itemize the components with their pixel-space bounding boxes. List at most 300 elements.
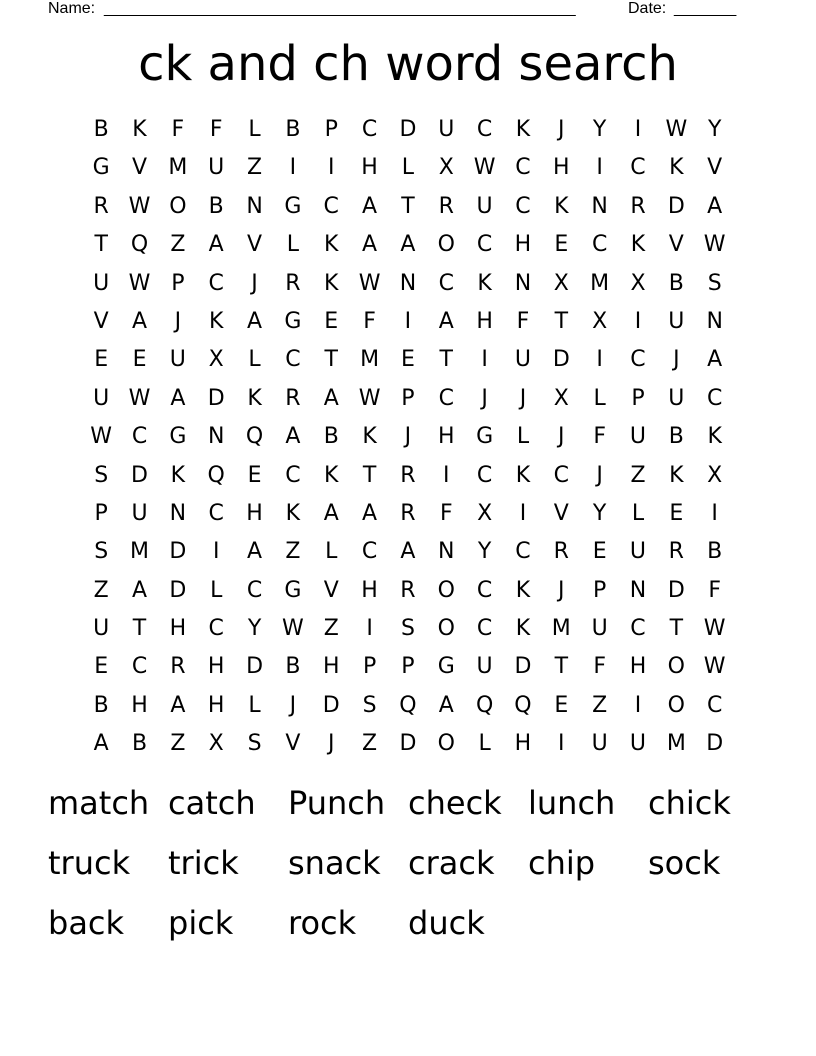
grid-letter[interactable]: T bbox=[554, 308, 569, 334]
grid-letter[interactable]: G bbox=[476, 424, 494, 450]
grid-letter[interactable]: K bbox=[515, 616, 531, 642]
grid-letter[interactable]: H bbox=[514, 232, 532, 258]
grid-letter[interactable]: K bbox=[477, 270, 492, 296]
grid-letter[interactable]: B bbox=[668, 270, 684, 296]
grid-letter[interactable]: A bbox=[362, 193, 378, 219]
grid-letter[interactable]: E bbox=[400, 347, 415, 373]
grid-letter[interactable]: R bbox=[438, 193, 454, 219]
grid-letter[interactable]: A bbox=[400, 539, 416, 565]
grid-letter[interactable]: U bbox=[476, 654, 493, 680]
grid-letter[interactable]: C bbox=[246, 577, 263, 603]
grid-letter[interactable]: J bbox=[519, 385, 527, 411]
grid-letter[interactable]: X bbox=[438, 155, 454, 181]
grid-letter[interactable]: Z bbox=[93, 577, 109, 603]
grid-letter[interactable]: P bbox=[94, 500, 108, 526]
grid-letter[interactable]: Y bbox=[477, 539, 492, 565]
grid-letter[interactable]: J bbox=[174, 308, 182, 334]
grid-letter[interactable]: I bbox=[596, 347, 603, 373]
grid-letter[interactable]: F bbox=[209, 117, 223, 142]
grid-letter[interactable]: C bbox=[515, 539, 531, 565]
grid-letter[interactable]: J bbox=[596, 462, 603, 488]
grid-letter[interactable]: G bbox=[284, 308, 302, 334]
grid-letter[interactable]: C bbox=[438, 270, 454, 296]
word-list-item: check bbox=[408, 784, 502, 822]
grid-letter[interactable]: S bbox=[400, 616, 415, 642]
grid-letter[interactable]: C bbox=[630, 616, 646, 642]
word-list-item: lunch bbox=[528, 784, 616, 822]
grid-letter[interactable]: I bbox=[634, 308, 642, 334]
grid-letter[interactable]: U bbox=[93, 616, 110, 642]
grid-letter[interactable]: L bbox=[478, 731, 491, 757]
grid-row bbox=[82, 610, 734, 648]
grid-letter[interactable]: C bbox=[208, 270, 224, 296]
grid-letter[interactable]: C bbox=[630, 155, 646, 181]
grid-letter[interactable]: U bbox=[668, 308, 685, 334]
grid-letter[interactable]: W bbox=[703, 616, 726, 642]
grid-letter[interactable]: N bbox=[207, 424, 225, 450]
grid-letter[interactable]: Z bbox=[247, 155, 263, 181]
grid-letter[interactable]: P bbox=[401, 654, 415, 680]
grid-letter[interactable]: O bbox=[437, 577, 455, 603]
grid-letter[interactable]: F bbox=[593, 424, 606, 450]
grid-letter[interactable]: J bbox=[558, 117, 565, 142]
grid-letter[interactable]: H bbox=[361, 577, 378, 603]
grid-letter[interactable]: A bbox=[707, 347, 723, 373]
grid-letter[interactable]: D bbox=[552, 347, 570, 373]
grid-letter[interactable]: P bbox=[171, 270, 185, 296]
grid-letter[interactable]: V bbox=[93, 308, 109, 334]
grid-letter[interactable]: Y bbox=[592, 117, 607, 142]
grid-letter[interactable]: F bbox=[171, 117, 185, 142]
grid-letter[interactable]: E bbox=[669, 500, 684, 526]
grid-letter[interactable]: O bbox=[437, 616, 455, 642]
grid-letter[interactable]: E bbox=[94, 347, 109, 373]
grid-letter[interactable]: B bbox=[323, 424, 339, 450]
grid-letter[interactable]: D bbox=[246, 654, 264, 680]
grid-row bbox=[82, 495, 734, 533]
grid-letter[interactable]: P bbox=[631, 385, 645, 411]
grid-letter[interactable]: E bbox=[94, 654, 109, 680]
grid-letter[interactable]: M bbox=[666, 731, 686, 757]
grid-letter[interactable]: I bbox=[711, 500, 718, 526]
grid-letter[interactable]: W bbox=[665, 117, 688, 142]
grid-letter[interactable]: J bbox=[558, 577, 565, 603]
grid-letter[interactable]: N bbox=[399, 270, 417, 296]
grid-letter[interactable]: T bbox=[94, 232, 108, 258]
grid-letter[interactable]: N bbox=[514, 270, 532, 296]
grid-letter[interactable]: A bbox=[323, 500, 339, 526]
grid-letter[interactable]: R bbox=[553, 539, 569, 565]
grid-letter[interactable]: K bbox=[707, 424, 722, 450]
grid-letter[interactable]: C bbox=[476, 462, 493, 488]
grid-letter[interactable]: T bbox=[401, 193, 415, 219]
grid-letter[interactable]: H bbox=[437, 424, 455, 450]
grid-letter[interactable]: S bbox=[362, 692, 377, 718]
grid-letter[interactable]: E bbox=[247, 462, 262, 488]
grid-letter[interactable]: Y bbox=[592, 500, 607, 526]
grid-letter[interactable]: R bbox=[668, 539, 684, 565]
grid-letter[interactable]: S bbox=[94, 462, 109, 488]
grid-letter[interactable]: Z bbox=[630, 462, 646, 488]
grid-letter[interactable]: X bbox=[208, 731, 224, 757]
grid-letter[interactable]: T bbox=[132, 616, 147, 642]
grid-letter[interactable]: K bbox=[630, 232, 646, 258]
grid-letter[interactable]: J bbox=[673, 347, 680, 373]
grid-letter[interactable]: A bbox=[208, 232, 224, 258]
grid-letter[interactable]: D bbox=[169, 577, 187, 603]
grid-letter[interactable]: N bbox=[246, 193, 263, 219]
grid-letter[interactable]: K bbox=[170, 462, 186, 488]
grid-letter[interactable]: V bbox=[323, 577, 339, 603]
grid-letter[interactable]: Z bbox=[323, 616, 339, 642]
grid-letter[interactable]: C bbox=[476, 577, 493, 603]
grid-letter[interactable]: Q bbox=[130, 232, 149, 258]
grid-letter[interactable]: A bbox=[285, 424, 301, 450]
name-field-line[interactable]: _____________________________________________________ bbox=[104, 0, 576, 17]
grid-letter[interactable]: X bbox=[553, 385, 569, 411]
grid-letter[interactable]: B bbox=[285, 117, 301, 142]
grid-letter[interactable]: B bbox=[707, 539, 723, 565]
grid-letter[interactable]: A bbox=[131, 577, 148, 603]
grid-letter[interactable]: X bbox=[553, 270, 569, 296]
grid-letter[interactable]: S bbox=[94, 539, 109, 565]
grid-letter[interactable]: N bbox=[706, 308, 723, 334]
word-list bbox=[48, 782, 768, 962]
grid-letter[interactable]: C bbox=[476, 232, 493, 258]
grid-letter[interactable]: A bbox=[247, 539, 263, 565]
grid-letter[interactable]: M bbox=[590, 270, 610, 296]
grid-letter[interactable]: K bbox=[324, 270, 339, 296]
grid-letter[interactable]: D bbox=[131, 462, 148, 488]
grid-letter[interactable]: T bbox=[362, 462, 377, 488]
grid-letter[interactable]: C bbox=[515, 155, 531, 181]
grid-letter[interactable]: F bbox=[516, 308, 530, 334]
grid-letter[interactable]: L bbox=[325, 539, 338, 565]
grid-letter[interactable]: Q bbox=[475, 692, 494, 718]
grid-letter[interactable]: W bbox=[128, 270, 151, 296]
grid-letter[interactable]: K bbox=[669, 155, 684, 181]
grid-letter[interactable]: H bbox=[169, 616, 187, 642]
grid-letter[interactable]: I bbox=[596, 155, 603, 181]
grid-letter[interactable]: U bbox=[131, 500, 148, 526]
grid-letter[interactable]: B bbox=[208, 193, 224, 219]
grid-letter[interactable]: V bbox=[707, 155, 723, 181]
grid-letter[interactable]: D bbox=[399, 117, 417, 142]
grid-letter[interactable]: Y bbox=[247, 616, 262, 642]
grid-letter[interactable]: U bbox=[93, 270, 110, 296]
grid-letter[interactable]: G bbox=[437, 654, 455, 680]
grid-letter[interactable]: W bbox=[90, 424, 113, 450]
grid-letter[interactable]: R bbox=[93, 193, 109, 219]
grid-letter[interactable]: D bbox=[207, 385, 225, 411]
grid-letter[interactable]: N bbox=[169, 500, 187, 526]
grid-letter[interactable]: H bbox=[131, 692, 148, 718]
grid-letter[interactable]: I bbox=[404, 308, 412, 334]
grid-letter[interactable]: O bbox=[667, 692, 685, 718]
grid-letter[interactable]: M bbox=[168, 155, 188, 181]
grid-letter[interactable]: B bbox=[285, 654, 301, 680]
grid-letter[interactable]: H bbox=[246, 500, 263, 526]
grid-letter[interactable]: Q bbox=[207, 462, 225, 488]
grid-letter[interactable]: C bbox=[438, 385, 454, 411]
grid-letter[interactable]: C bbox=[361, 539, 378, 565]
grid-letter[interactable]: C bbox=[476, 117, 493, 142]
grid-letter[interactable]: N bbox=[629, 577, 647, 603]
grid-letter[interactable]: C bbox=[361, 117, 378, 142]
grid-letter[interactable]: C bbox=[706, 692, 723, 718]
grid-letter[interactable]: X bbox=[630, 270, 646, 296]
grid-letter[interactable]: E bbox=[554, 692, 569, 718]
grid-letter[interactable]: A bbox=[170, 692, 186, 718]
grid-letter[interactable]: L bbox=[516, 424, 530, 450]
grid-letter[interactable]: G bbox=[284, 193, 302, 219]
grid-letter[interactable]: C bbox=[208, 616, 224, 642]
grid-letter[interactable]: T bbox=[554, 654, 569, 680]
grid-letter[interactable]: U bbox=[514, 347, 531, 373]
grid-letter[interactable]: O bbox=[667, 654, 685, 680]
grid-letter[interactable]: X bbox=[592, 308, 608, 334]
grid-letter[interactable]: A bbox=[438, 692, 454, 718]
grid-letter[interactable]: U bbox=[668, 385, 685, 411]
grid-letter[interactable]: U bbox=[629, 731, 647, 757]
grid-letter[interactable]: H bbox=[361, 155, 378, 181]
grid-letter[interactable]: A bbox=[131, 308, 148, 334]
grid-letter[interactable]: R bbox=[400, 577, 416, 603]
grid-letter[interactable]: V bbox=[553, 500, 569, 526]
grid-letter[interactable]: W bbox=[128, 385, 151, 411]
grid-row bbox=[82, 303, 734, 341]
grid-letter[interactable]: H bbox=[629, 654, 647, 680]
grid-letter[interactable]: C bbox=[553, 462, 569, 488]
grid-letter[interactable]: C bbox=[630, 347, 646, 373]
grid-letter[interactable]: P bbox=[401, 385, 415, 411]
grid-letter[interactable]: E bbox=[324, 308, 339, 334]
grid-letter[interactable]: D bbox=[667, 577, 685, 603]
grid-letter[interactable]: T bbox=[439, 347, 453, 373]
grid-letter[interactable]: I bbox=[558, 731, 565, 757]
grid-letter[interactable]: B bbox=[93, 692, 109, 718]
grid-letter[interactable]: I bbox=[366, 616, 373, 642]
grid-letter[interactable]: G bbox=[169, 424, 187, 450]
grid-letter[interactable]: P bbox=[362, 654, 377, 680]
grid-letter[interactable]: I bbox=[519, 500, 527, 526]
grid-letter[interactable]: K bbox=[515, 117, 531, 142]
grid-letter[interactable]: E bbox=[592, 539, 607, 565]
grid-letter[interactable]: E bbox=[132, 347, 147, 373]
grid-letter[interactable]: K bbox=[362, 424, 377, 450]
grid-letter[interactable]: O bbox=[437, 731, 455, 757]
grid-letter[interactable]: H bbox=[553, 155, 570, 181]
grid-letter[interactable]: O bbox=[169, 193, 187, 219]
grid-letter[interactable]: L bbox=[210, 577, 223, 603]
grid-letter[interactable]: R bbox=[400, 500, 416, 526]
grid-letter[interactable]: Q bbox=[399, 692, 417, 718]
grid-letter[interactable]: R bbox=[285, 270, 301, 296]
grid-letter[interactable]: F bbox=[439, 500, 453, 526]
grid-letter[interactable]: D bbox=[706, 731, 724, 757]
grid-letter[interactable]: A bbox=[438, 308, 454, 334]
grid-letter[interactable]: K bbox=[669, 462, 684, 488]
grid-letter[interactable]: P bbox=[324, 117, 338, 142]
grid-letter[interactable]: U bbox=[591, 731, 608, 757]
grid-letter[interactable]: R bbox=[170, 654, 186, 680]
grid-letter[interactable]: H bbox=[476, 308, 493, 334]
grid-letter[interactable]: C bbox=[131, 654, 148, 680]
grid-letter[interactable]: A bbox=[362, 500, 378, 526]
grid-letter[interactable]: L bbox=[248, 117, 261, 142]
grid-letter[interactable]: X bbox=[477, 500, 493, 526]
grid-letter[interactable]: E bbox=[554, 232, 569, 258]
grid-letter[interactable]: V bbox=[131, 155, 148, 181]
grid-letter[interactable]: A bbox=[323, 385, 339, 411]
grid-letter[interactable]: B bbox=[668, 424, 684, 450]
grid-letter[interactable]: A bbox=[170, 385, 186, 411]
grid-letter[interactable]: W bbox=[128, 193, 151, 219]
grid-letter[interactable]: W bbox=[358, 270, 381, 296]
grid-letter[interactable]: Z bbox=[170, 731, 186, 757]
grid-letter[interactable]: A bbox=[93, 731, 109, 757]
grid-letter[interactable]: L bbox=[248, 347, 261, 373]
grid-letter[interactable]: M bbox=[130, 539, 149, 565]
grid-letter[interactable]: T bbox=[324, 347, 338, 373]
grid-letter[interactable]: S bbox=[247, 731, 262, 757]
grid-letter[interactable]: Z bbox=[285, 539, 301, 565]
grid-letter[interactable]: W bbox=[703, 232, 726, 258]
grid-letter[interactable]: D bbox=[169, 539, 187, 565]
grid-letter[interactable]: T bbox=[669, 616, 684, 642]
grid-letter[interactable]: L bbox=[401, 155, 415, 181]
date-field-line[interactable]: _______ bbox=[674, 0, 737, 17]
grid-letter[interactable]: U bbox=[93, 385, 110, 411]
grid-letter[interactable]: I bbox=[634, 692, 642, 718]
grid-letter[interactable]: C bbox=[208, 500, 224, 526]
grid-letter[interactable]: C bbox=[476, 616, 493, 642]
grid-letter[interactable]: U bbox=[629, 539, 647, 565]
grid-row bbox=[82, 533, 734, 571]
grid-letter[interactable]: J bbox=[327, 731, 335, 757]
grid-letter[interactable]: G bbox=[284, 577, 302, 603]
grid-letter[interactable]: V bbox=[247, 232, 263, 258]
grid-letter[interactable]: V bbox=[285, 731, 301, 757]
grid-letter[interactable]: L bbox=[248, 692, 261, 718]
grid-letter[interactable]: U bbox=[591, 616, 608, 642]
grid-letter[interactable]: J bbox=[404, 424, 412, 450]
grid-letter[interactable]: A bbox=[247, 308, 263, 334]
grid-letter[interactable]: Z bbox=[170, 232, 186, 258]
grid-letter[interactable]: P bbox=[593, 577, 607, 603]
grid-letter[interactable]: J bbox=[251, 270, 258, 296]
grid-letter[interactable]: F bbox=[593, 654, 606, 680]
grid-letter[interactable]: K bbox=[247, 385, 262, 411]
grid-letter[interactable]: S bbox=[707, 270, 722, 296]
grid-letter[interactable]: J bbox=[558, 424, 565, 450]
grid-letter[interactable]: U bbox=[629, 424, 647, 450]
grid-letter[interactable]: K bbox=[515, 462, 531, 488]
grid-letter[interactable]: B bbox=[131, 731, 148, 757]
grid-letter[interactable]: L bbox=[593, 385, 606, 411]
grid-letter[interactable]: R bbox=[285, 385, 301, 411]
grid-letter[interactable]: H bbox=[514, 731, 532, 757]
grid-letter[interactable]: C bbox=[285, 462, 301, 488]
grid-letter[interactable]: D bbox=[514, 654, 532, 680]
grid-letter[interactable]: C bbox=[285, 347, 301, 373]
grid-letter[interactable]: I bbox=[289, 155, 297, 181]
grid-letter[interactable]: N bbox=[438, 539, 455, 565]
grid-letter[interactable]: I bbox=[634, 117, 642, 142]
grid-letter[interactable]: D bbox=[667, 193, 685, 219]
grid-letter[interactable]: U bbox=[476, 193, 493, 219]
grid-letter[interactable]: D bbox=[322, 692, 340, 718]
grid-letter[interactable]: K bbox=[324, 462, 339, 488]
grid-letter[interactable]: M bbox=[360, 347, 380, 373]
grid-letter[interactable]: J bbox=[481, 385, 488, 411]
grid-letter[interactable]: C bbox=[706, 385, 723, 411]
grid-letter[interactable]: I bbox=[327, 155, 335, 181]
grid-letter[interactable]: C bbox=[131, 424, 148, 450]
grid-letter[interactable]: R bbox=[400, 462, 416, 488]
grid-letter[interactable]: Q bbox=[245, 424, 264, 450]
grid-letter[interactable]: Z bbox=[592, 692, 608, 718]
grid-letter[interactable]: O bbox=[437, 232, 455, 258]
grid-letter[interactable]: M bbox=[551, 616, 571, 642]
grid-letter[interactable]: I bbox=[481, 347, 488, 373]
grid-letter[interactable]: J bbox=[289, 692, 297, 718]
grid-letter[interactable]: K bbox=[132, 117, 147, 142]
grid-letter[interactable]: R bbox=[630, 193, 646, 219]
grid-letter[interactable]: A bbox=[362, 232, 378, 258]
grid-letter[interactable]: W bbox=[358, 385, 381, 411]
grid-letter[interactable]: H bbox=[322, 654, 340, 680]
grid-letter[interactable]: W bbox=[282, 616, 304, 642]
grid-letter[interactable]: F bbox=[363, 308, 376, 334]
grid-letter[interactable]: I bbox=[443, 462, 450, 488]
grid-letter[interactable]: L bbox=[631, 500, 645, 526]
grid-letter[interactable]: I bbox=[212, 539, 220, 565]
grid-letter[interactable]: K bbox=[285, 500, 301, 526]
grid-letter[interactable]: A bbox=[400, 232, 416, 258]
grid-letter[interactable]: H bbox=[207, 692, 225, 718]
grid-letter[interactable]: Z bbox=[362, 731, 378, 757]
grid-letter[interactable]: C bbox=[591, 232, 608, 258]
grid-letter[interactable]: K bbox=[515, 577, 531, 603]
grid-letter[interactable]: U bbox=[438, 117, 455, 142]
grid-letter[interactable]: K bbox=[324, 232, 339, 258]
grid-letter[interactable]: A bbox=[707, 193, 723, 219]
grid-letter[interactable]: N bbox=[591, 193, 608, 219]
grid-letter[interactable]: B bbox=[93, 117, 109, 142]
grid-letter[interactable]: X bbox=[208, 347, 224, 373]
grid-letter[interactable]: W bbox=[703, 654, 726, 680]
grid-letter[interactable]: W bbox=[473, 155, 496, 181]
grid-letter[interactable]: X bbox=[707, 462, 723, 488]
grid-letter[interactable]: Y bbox=[707, 117, 722, 142]
grid-letter[interactable]: C bbox=[515, 193, 531, 219]
grid-row bbox=[82, 111, 734, 149]
grid-letter[interactable]: F bbox=[708, 577, 721, 603]
grid-letter[interactable]: K bbox=[208, 308, 224, 334]
grid-letter[interactable]: V bbox=[668, 232, 684, 258]
grid-letter[interactable]: U bbox=[208, 155, 225, 181]
grid-letter[interactable]: C bbox=[323, 193, 339, 219]
grid-letter[interactable]: G bbox=[92, 155, 110, 181]
grid-letter[interactable]: H bbox=[207, 654, 225, 680]
grid-letter[interactable]: D bbox=[399, 731, 417, 757]
grid-letter[interactable]: K bbox=[554, 193, 569, 219]
grid-letter[interactable]: U bbox=[169, 347, 186, 373]
word-list-item: snack bbox=[288, 844, 381, 882]
grid-letter[interactable]: L bbox=[286, 232, 300, 258]
grid-letter[interactable]: Q bbox=[514, 692, 532, 718]
